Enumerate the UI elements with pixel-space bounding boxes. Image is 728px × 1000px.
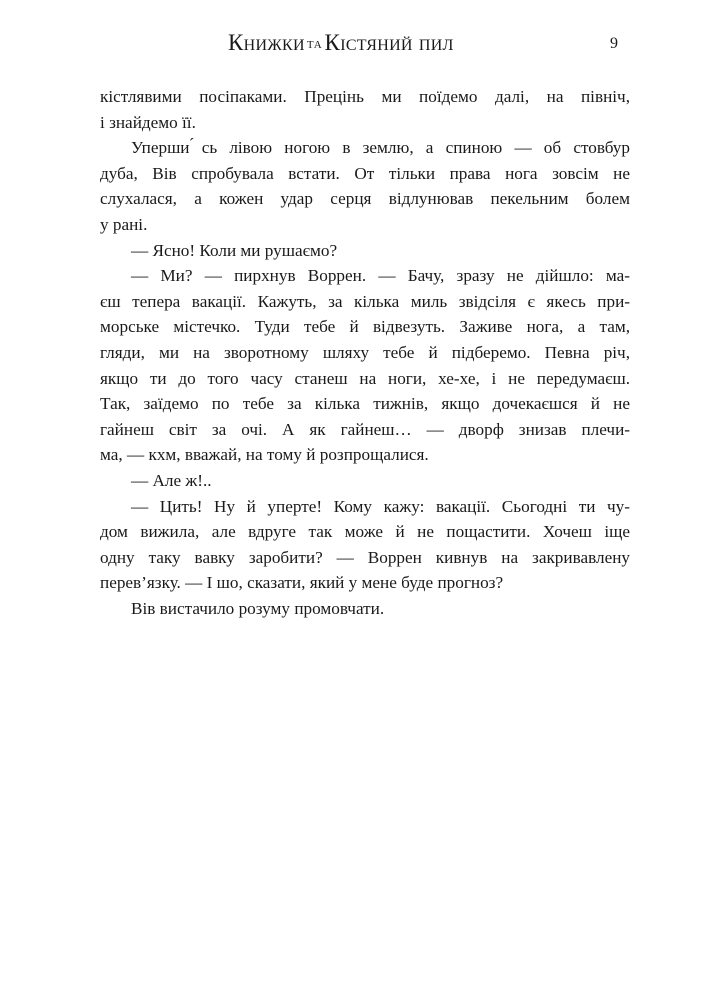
book-title-part2: Кістяний пил xyxy=(324,30,454,55)
running-header xyxy=(228,30,628,60)
text-line: дуба, Вів спробувала встати. От тільки права нога зовсім не xyxy=(100,163,630,183)
text-line: морське містечко. Туди тебе й відвезуть. Заживе нога, а там, xyxy=(100,317,630,337)
book-title-part1: Книжки xyxy=(228,30,305,55)
text-line: якщо ти до того часу станеш на ноги, хе-хе, і не передумаєш. xyxy=(100,368,630,388)
text-line: кістлявими посіпаками. Прецінь ми поїдемо далі, на північ, xyxy=(100,87,630,106)
text-line: перев’язку. — І шо, сказати, який у мене буде прогноз? xyxy=(100,573,504,593)
text-line: Уперши ́сь лівою ногою в землю, а спиною — об стовбур xyxy=(131,138,630,158)
text-line: — Ясно! Коли ми рушаємо? xyxy=(131,240,338,260)
text-line: слухалася, а кожен удар серця відлунював пекельним болем xyxy=(100,189,630,209)
text-line: одну таку вавку заробити? — Воррен кивнув на закривавлену xyxy=(100,547,630,567)
text-line: Так, заїдемо по тебе за кілька тижнів, якщо дочекаєшся й не xyxy=(100,394,630,414)
page-number: 9 xyxy=(610,35,618,52)
text-line: гляди, ми на зворотному шляху тебе й підберемо. Певна річ, xyxy=(100,342,630,362)
text-line: Вів вистачило розуму промовчати. xyxy=(131,598,385,618)
text-line: гайнеш світ за очі. А як гайнеш… — дворф знизав плечи- xyxy=(100,419,630,439)
text-line: єш тепера вакації. Кажуть, за кілька миль звідсіля є якесь при- xyxy=(100,291,630,311)
text-line: дом вижила, але вдруге так може й не пощастити. Хочеш іще xyxy=(100,522,630,542)
book-title xyxy=(228,30,454,56)
text-line: у рані. xyxy=(100,214,148,234)
page-body xyxy=(100,84,630,621)
text-line: і знайдемо її. xyxy=(100,112,196,132)
text-line: — Цить! Ну й уперте! Кому кажу: вакації. Сьогодні ти чу- xyxy=(131,496,630,516)
text-line: — Але ж!.. xyxy=(131,470,212,490)
book-title-conjunction: ТА xyxy=(306,39,323,51)
text-line: ма, — кхм, вважай, на тому й розпрощалися. xyxy=(100,445,429,465)
text-line: — Ми? — пирхнув Воррен. — Бачу, зразу не дійшло: ма- xyxy=(131,266,630,286)
